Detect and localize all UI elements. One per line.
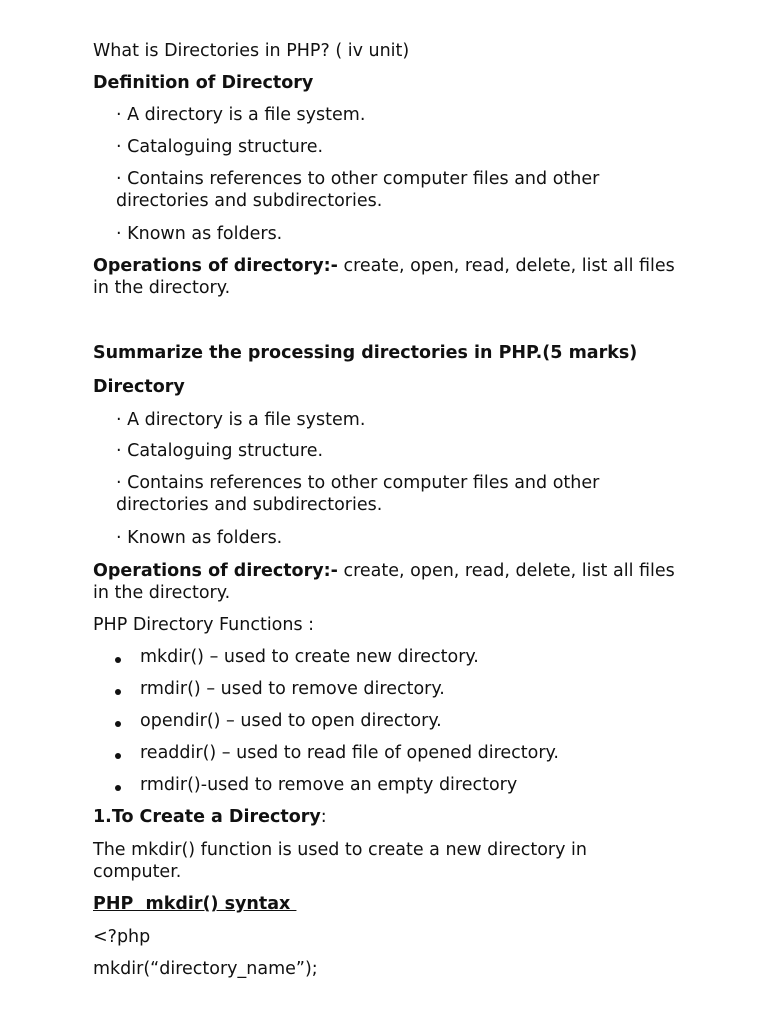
list-item: · Contains references to other computer files and other directories and subdirectories.	[116, 169, 600, 211]
operations-paragraph-1	[93, 255, 693, 299]
code-line: <?php	[93, 927, 151, 947]
list-item: · Cataloguing structure.	[116, 441, 324, 461]
operations-label: Operations of directory:-	[93, 256, 338, 276]
create-heading-text: 1.To Create a Directory	[93, 807, 321, 827]
question-title-1: What is Directories in PHP? ( iv unit)	[93, 41, 410, 61]
bullet-icon	[115, 689, 121, 695]
operations-paragraph-2	[93, 560, 693, 604]
bullet-icon	[115, 785, 121, 791]
list-item: · A directory is a file system.	[116, 410, 366, 430]
bullet-icon	[115, 753, 121, 759]
create-heading-suffix: :	[320, 807, 327, 827]
list-item: · Known as folders.	[116, 224, 283, 244]
bullet-icon	[115, 657, 121, 663]
function-item: readdir() – used to read file of opened directory.	[140, 743, 559, 763]
list-item: · Cataloguing structure.	[116, 137, 324, 157]
list-item: · Known as folders.	[116, 528, 283, 548]
bullet-icon	[115, 721, 121, 727]
list-item: · A directory is a file system.	[116, 105, 366, 125]
functions-heading: PHP Directory Functions :	[93, 615, 315, 635]
section-heading-directory: Directory	[93, 377, 185, 397]
list-item: · Contains references to other computer files and other directories and subdirectories.	[116, 473, 600, 515]
operations-label: Operations of directory:-	[93, 561, 338, 581]
question-title-2: Summarize the processing directories in PHP.(5 marks)	[93, 343, 638, 363]
create-heading	[93, 806, 327, 828]
section-heading-definition: Definition of Directory	[93, 73, 314, 93]
syntax-heading: PHP mkdir() syntax	[93, 894, 297, 914]
operations-text: create, open, read, delete, list all files in the directory.	[93, 256, 675, 298]
code-line: mkdir(“directory_name”);	[93, 959, 318, 979]
function-item: mkdir() – used to create new directory.	[140, 647, 479, 667]
function-item: rmdir() – used to remove directory.	[140, 679, 445, 699]
function-item: rmdir()-used to remove an empty directory	[140, 775, 518, 795]
operations-text: create, open, read, delete, list all files in the directory.	[93, 561, 675, 603]
create-description: The mkdir() function is used to create a new directory in computer.	[93, 840, 587, 882]
function-item: opendir() – used to open directory.	[140, 711, 442, 731]
